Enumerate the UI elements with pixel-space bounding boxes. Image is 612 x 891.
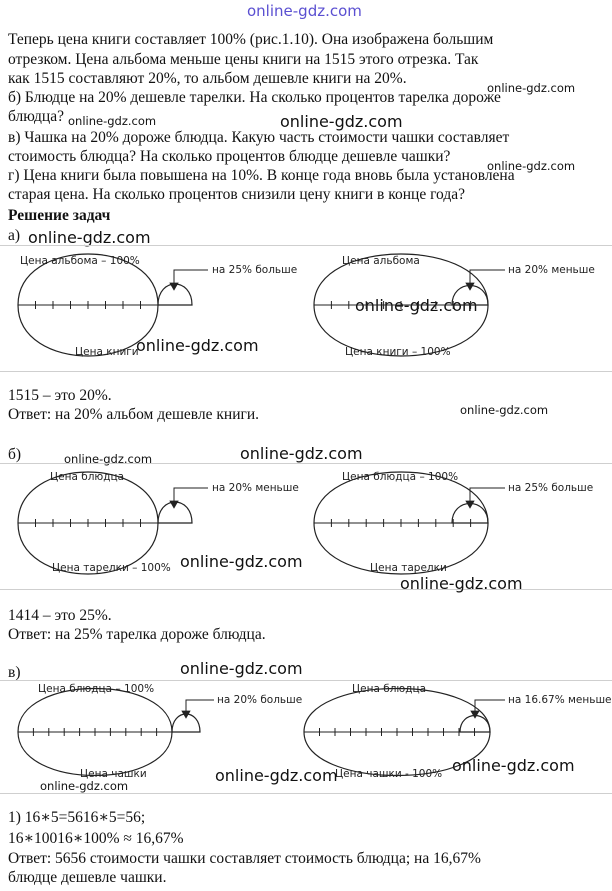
part-a-answer: Ответ: на 20% альбом дешевле книги. <box>8 406 260 423</box>
part-v-calc1: 1) 16∗5=5616∗5=56; <box>8 809 146 826</box>
diagram-a-right-arrow-head <box>466 283 474 290</box>
paragraph-line-9: старая цена. На сколько процентов снизили цену книги в конце года? <box>8 186 466 203</box>
paragraph-line-6: в) Чашка на 20% дороже блюдца. Какую часть стоимости чашки составляет <box>8 129 510 146</box>
diagram-b-left-top-label: Цена блюдца <box>50 471 125 483</box>
diagram-b-left-arrow-label: на 20% меньше <box>212 482 299 494</box>
watermark: online-gdz.com <box>68 114 157 128</box>
solution-heading: Решение задач <box>8 207 111 224</box>
watermark: online-gdz.com <box>280 112 403 131</box>
part-v-answer1: Ответ: 5656 стоимости чашки составляет стоимость блюдца; на 16,67% <box>8 850 481 867</box>
watermark: online-gdz.com <box>487 81 576 95</box>
diagram-v-right-arrow-label: на 16.67% меньше <box>508 694 612 706</box>
part-b-line1: 1414 – это 25%. <box>8 607 112 624</box>
diagram-v-left-bottom-label: Цена чашки <box>80 768 147 780</box>
watermark: online-gdz.com <box>355 296 478 315</box>
paragraph-line-7: стоимость блюдца? На сколько процентов блюдце дешевле чашки? <box>8 148 451 165</box>
diagram-a-left-bottom-label: Цена книги <box>75 346 139 358</box>
diagram-a-right-bottom-label: Цена книги – 100% <box>345 346 451 358</box>
part-b-letter: б) <box>8 446 22 463</box>
diagram-v-right-top-label: Цена блюдца <box>352 683 427 695</box>
paragraph-line-3: как 1515 составляют 20%, то альбом дешевле книги на 20%. <box>8 70 407 87</box>
diagram-b-right-arrow-label: на 25% больше <box>508 482 594 494</box>
part-v-calc2: 16∗10016∗100% ≈ 16,67% <box>8 830 184 847</box>
watermark: online-gdz.com <box>136 336 259 355</box>
watermark: online-gdz.com <box>180 552 303 571</box>
diagram-v-left-arrow-label: на 20% больше <box>217 694 303 706</box>
paragraph-line-1: Теперь цена книги составляет 100% (рис.1.10). Она изображена большим <box>8 31 494 48</box>
watermark: online-gdz.com <box>460 403 549 417</box>
diagram-a-right-arrow-label: на 20% меньше <box>508 264 595 276</box>
diagram-v-left-top-label: Цена блюдца – 100% <box>38 683 155 695</box>
diagram-v-right-arrow-head <box>471 711 479 718</box>
diagram-a-left-top-label: Цена альбома – 100% <box>20 255 140 267</box>
watermark: online-gdz.com <box>452 756 575 775</box>
diagram-a-right-top-label: Цена альбома <box>342 255 420 267</box>
diagram-b-right-bottom-label: Цена тарелки <box>370 562 447 574</box>
watermark-top: online-gdz.com <box>247 2 362 20</box>
diagram-a-left-arrow-head <box>170 283 178 290</box>
diagram-v-left-arrow-line <box>186 700 214 712</box>
diagram-a-left-arrow-label: на 25% больше <box>212 264 298 276</box>
watermark: online-gdz.com <box>64 452 153 466</box>
paragraph-line-4: б) Блюдце на 20% дешевле тарелки. На сколько процентов тарелка дороже <box>8 89 501 106</box>
part-a-line1: 1515 – это 20%. <box>8 387 112 404</box>
watermark: online-gdz.com <box>28 228 151 247</box>
diagram-b-right-arrow-head <box>466 501 474 508</box>
watermark: online-gdz.com <box>40 779 129 793</box>
watermark: online-gdz.com <box>400 574 523 593</box>
part-v-letter: в) <box>8 664 21 681</box>
watermark: online-gdz.com <box>487 159 576 173</box>
diagram-b-left-arrow-head <box>170 501 178 508</box>
diagram-b-right-top-label: Цена блюдца – 100% <box>342 471 459 483</box>
paragraph-line-8: г) Цена книги была повышена на 10%. В конце года вновь была установлена <box>8 167 515 184</box>
part-a-letter: а) <box>8 227 21 244</box>
watermark: online-gdz.com <box>180 659 303 678</box>
watermark: online-gdz.com <box>215 766 338 785</box>
diagram-b-left-arrow-line <box>174 488 208 502</box>
diagram-b-left-bottom-label: Цена тарелки – 100% <box>52 562 171 574</box>
paragraph-line-5: блюдца? <box>8 108 64 125</box>
paragraph-line-2: отрезком. Цена альбома меньше цены книги на 1515 этого отрезка. Так <box>8 51 479 68</box>
diagram-a-left-arrow-line <box>174 270 208 284</box>
part-b-answer: Ответ: на 25% тарелка дороже блюдца. <box>8 626 266 643</box>
watermark: online-gdz.com <box>240 444 363 463</box>
diagram-v-right-bottom-label: Цена чашки - 100% <box>335 768 443 780</box>
part-v-answer2: блюдце дешевле чашки. <box>8 869 167 886</box>
